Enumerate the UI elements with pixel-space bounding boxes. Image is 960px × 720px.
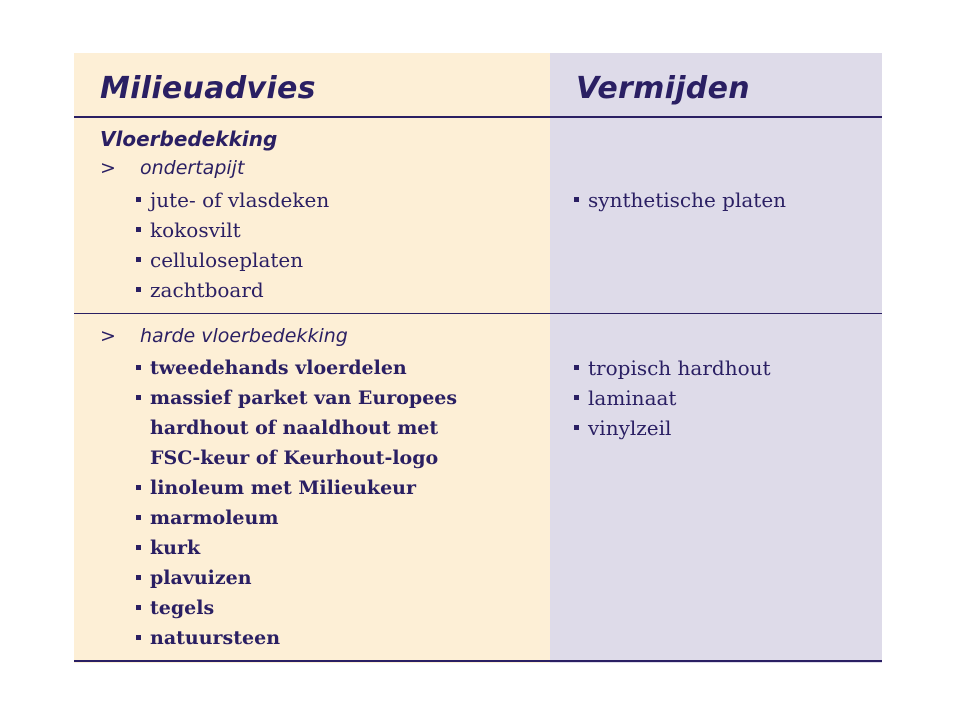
section-divider [74,313,882,314]
bullet-icon [574,365,579,370]
subsection-ondertapijt [100,157,244,179]
list-item: kurk [136,533,457,563]
bullet-icon [136,227,141,232]
list-item: marmoleum [136,503,457,533]
chevron-marker-icon: > [100,157,116,179]
list-item: jute- of vlasdeken [136,185,329,215]
subsection-label: ondertapijt [140,157,245,179]
bullet-icon [136,515,141,520]
table-bottom-rule [74,660,882,662]
list-item-continuation: hardhout of naaldhout met [150,417,439,439]
subsection-label: harde vloerbedekking [140,325,348,347]
bullet-icon [136,545,141,550]
list-item: celluloseplaten [136,245,329,275]
header-divider [74,116,882,118]
bullet-icon [136,635,141,640]
list-item: linoleum met Milieukeur [136,473,457,503]
avoid-list-harde-vloerbedekking [574,353,771,443]
advice-column-heading: Milieuadvies [100,71,316,106]
advice-list-ondertapijt [136,185,329,305]
bullet-icon [136,257,141,262]
list-item: synthetische platen [574,185,786,215]
list-item: massief parket van Europees [136,383,457,413]
bullet-icon [136,287,141,292]
list-item: tropisch hardhout [574,353,771,383]
subsection-harde-vloerbedekking [100,325,348,347]
list-item: natuursteen [136,623,457,653]
bullet-icon [136,395,141,400]
list-item: laminaat [574,383,771,413]
bullet-icon [136,365,141,370]
bullet-icon [574,395,579,400]
list-item: vinylzeil [574,413,771,443]
advice-list-harde-vloerbedekking [136,353,457,653]
list-item: plavuizen [136,563,457,593]
section-title-vloerbedekking: Vloerbedekking [100,127,278,151]
bullet-icon [574,425,579,430]
avoid-column-heading: Vermijden [576,71,750,106]
list-item: zachtboard [136,275,329,305]
bullet-icon [136,605,141,610]
bullet-icon [136,575,141,580]
list-item: tegels [136,593,457,623]
list-item: tweedehands vloerdelen [136,353,457,383]
advice-table [74,53,882,663]
list-item-continuation: FSC-keur of Keurhout-logo [150,447,439,469]
bullet-icon [136,485,141,490]
bullet-icon [136,197,141,202]
chevron-marker-icon: > [100,325,116,347]
bullet-icon [574,197,579,202]
list-item: kokosvilt [136,215,329,245]
avoid-list-ondertapijt [574,185,786,215]
